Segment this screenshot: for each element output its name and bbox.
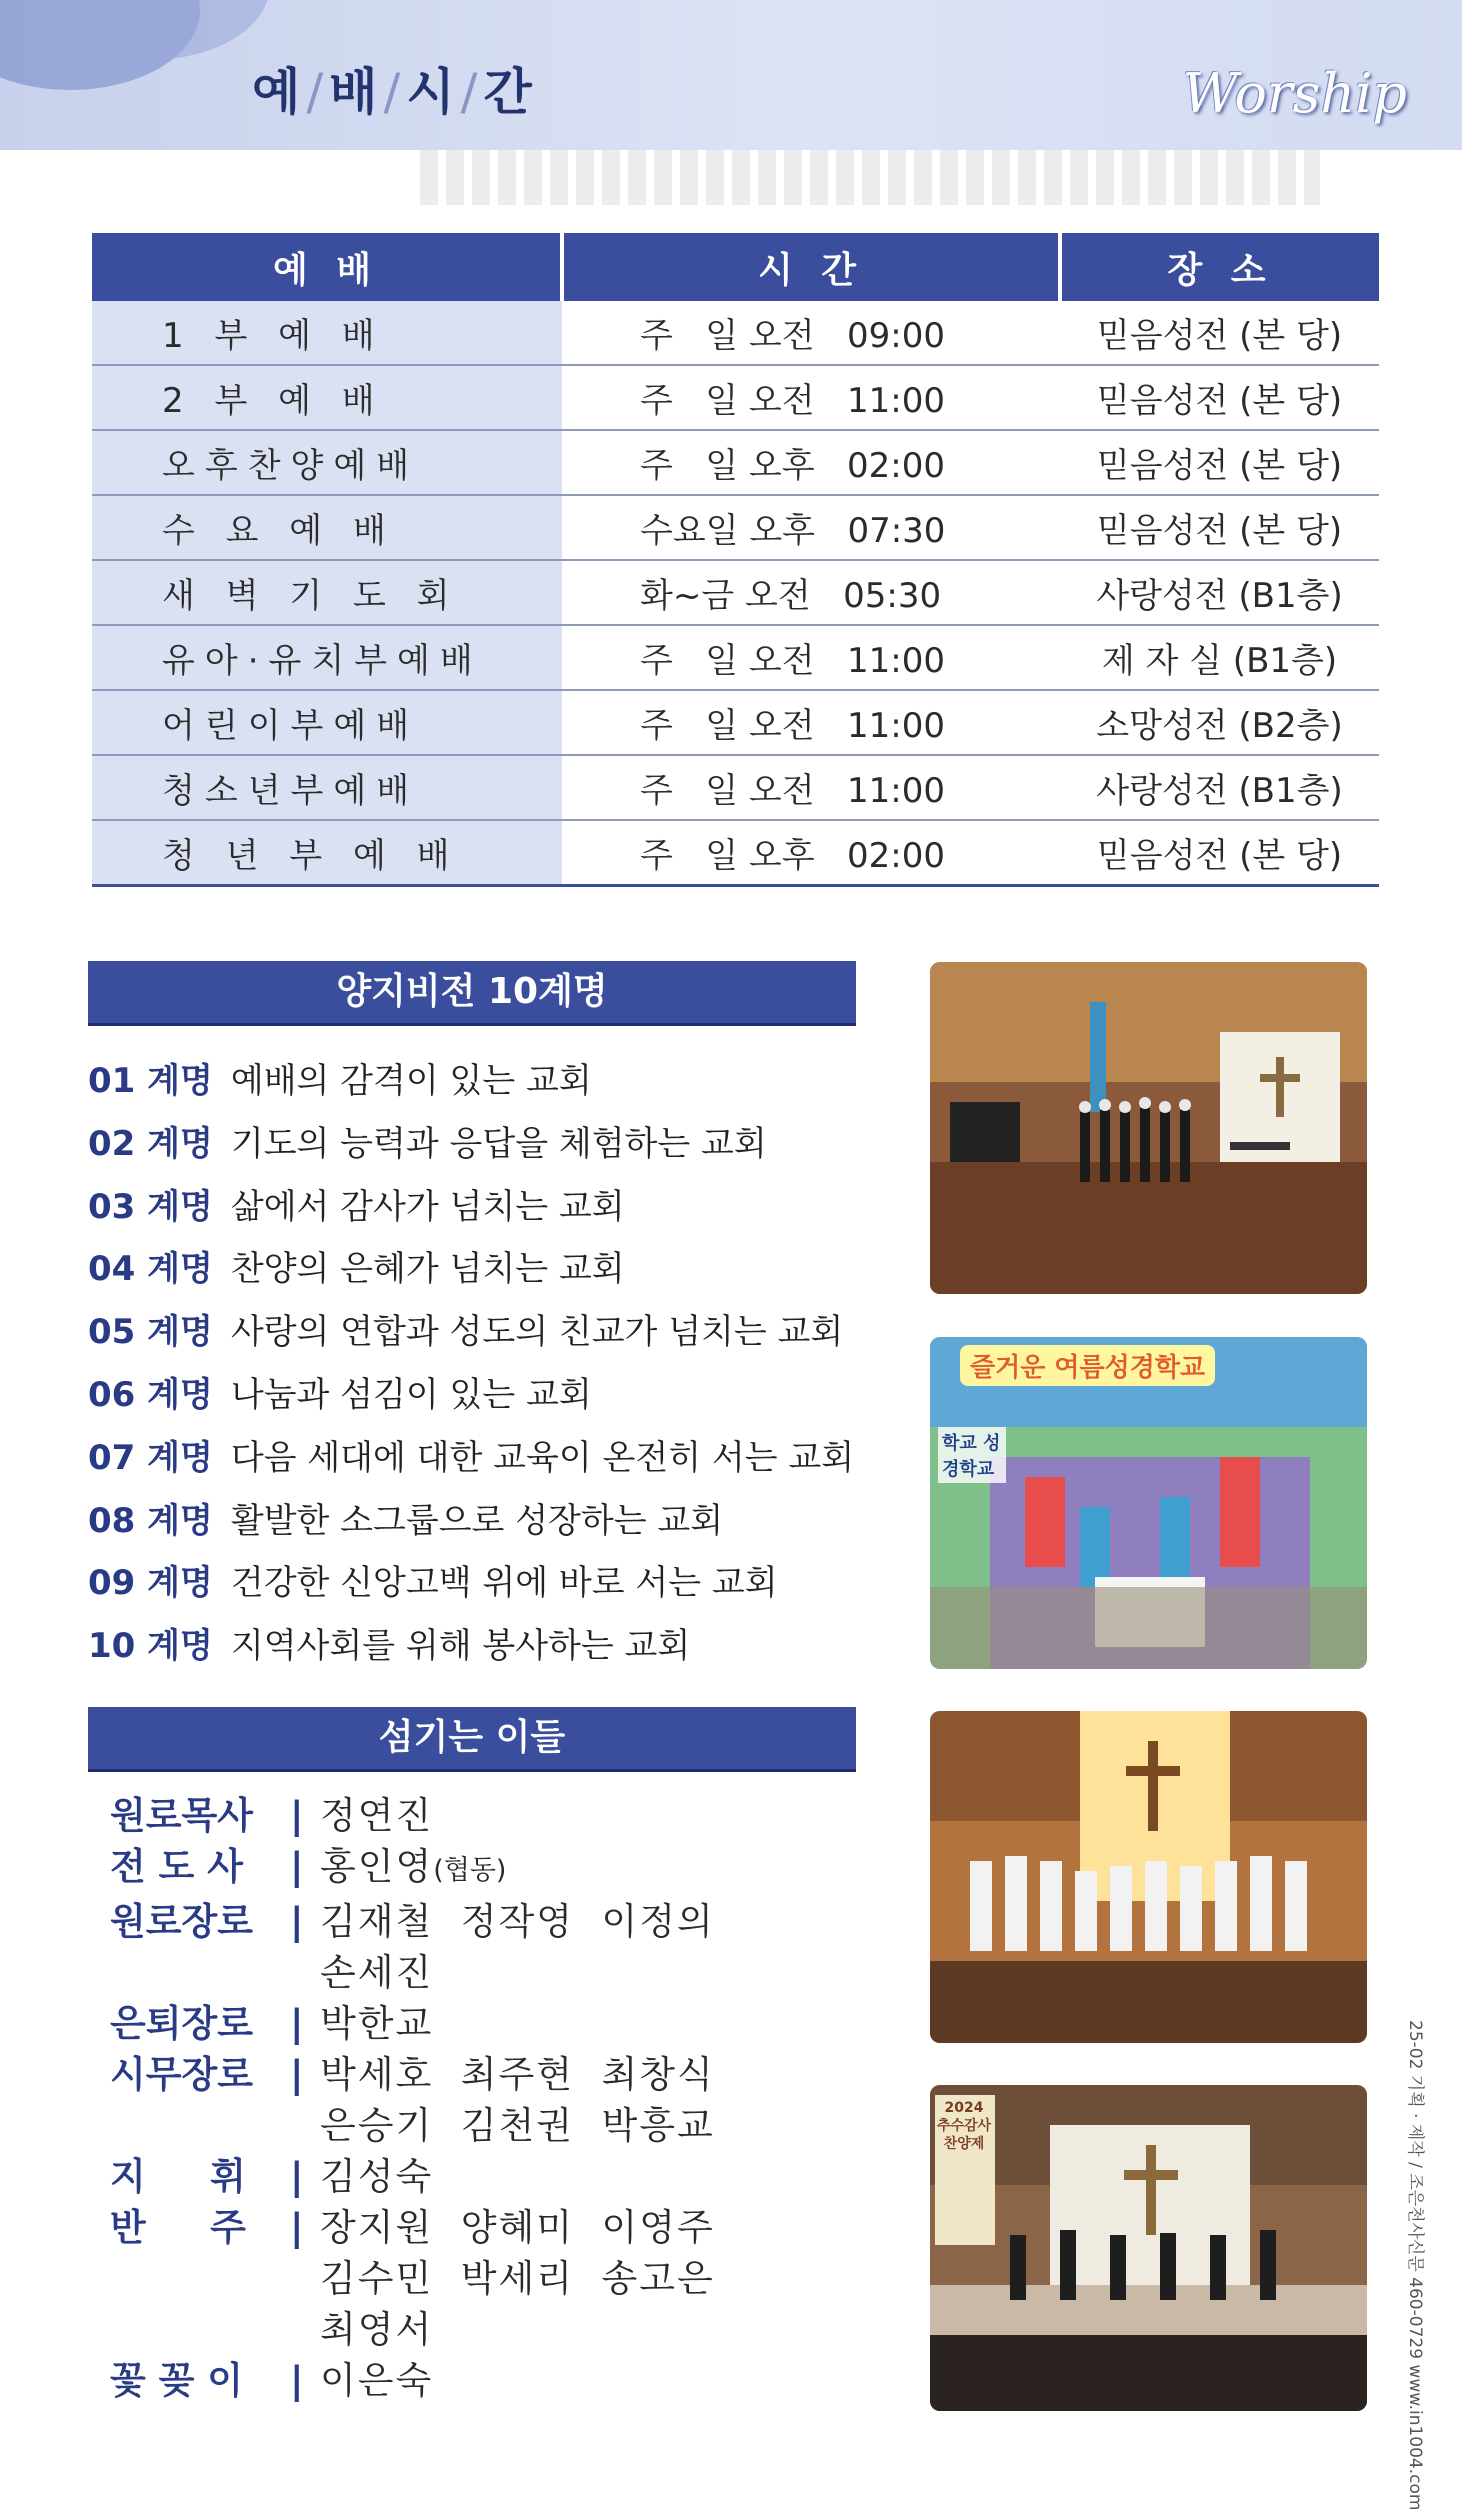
list-item: [88, 1238, 888, 1301]
banner-thanksgiving: 2024 추수감사 찬양제: [936, 2100, 992, 2152]
staff-names: 박세호 최주현 최창식: [320, 2053, 715, 2096]
table-row: [92, 365, 1379, 430]
vision-text: 활발한 소그룹으로 성장하는 교회: [230, 1500, 724, 1541]
staff-role: 꽃 꽂 이: [110, 2359, 243, 2402]
staff-row: [110, 2355, 870, 2406]
vision-text: 예배의 감격이 있는 교회: [230, 1061, 592, 1101]
vision-text: 다음 세대에 대한 교육이 온전히 서는 교회: [230, 1437, 855, 1478]
service-place: 사랑성전 (B1층): [1060, 560, 1379, 625]
vision-number: 10 계명: [88, 1626, 213, 1667]
staff-names: 김수민 박세리 송고은: [320, 2257, 715, 2300]
vision-section-title: 양지비전 10계명: [88, 961, 856, 1026]
service-time: 주 일 오전 11:00: [562, 625, 1060, 690]
vision-text: 찬양의 은혜가 넘치는 교회: [230, 1249, 625, 1290]
staff-names: 정연진: [320, 1794, 434, 1837]
list-item: [88, 1615, 888, 1678]
table-row: [92, 495, 1379, 560]
list-item: [88, 1050, 888, 1113]
vision-number: 04 계명: [88, 1249, 213, 1290]
staff-row-continued: [110, 2100, 870, 2151]
staff-list: [110, 1790, 870, 2406]
staff-row: [110, 1790, 870, 1841]
service-name: 1 부 예 배: [92, 301, 562, 365]
staff-row: [110, 1998, 870, 2049]
staff-row-continued: [110, 1947, 870, 1998]
list-item: [88, 1364, 888, 1427]
staff-row-continued: [110, 2253, 870, 2304]
vision-number: 06 계명: [88, 1374, 213, 1415]
staff-names: 손세진: [320, 1951, 434, 1994]
vision-number: 03 계명: [88, 1186, 213, 1227]
vision-number: 05 계명: [88, 1312, 213, 1353]
page-header: [0, 0, 1462, 150]
staff-note: (협동): [433, 1855, 507, 1886]
table-row: [92, 820, 1379, 886]
banner-summer-school: 즐거운 여름성경학교: [960, 1345, 1215, 1386]
service-name: 청소년부예배: [92, 755, 562, 820]
list-item: [88, 1427, 888, 1490]
staff-row: [110, 2049, 870, 2100]
service-name: 청 년 부 예 배: [92, 820, 562, 886]
service-name: 어린이부예배: [92, 690, 562, 755]
staff-row: [110, 1841, 870, 1896]
vision-number: 08 계명: [88, 1500, 213, 1541]
staff-row: [110, 2202, 870, 2253]
staff-name: 홍인영: [320, 1845, 434, 1888]
list-item: [88, 1490, 888, 1553]
vision-text: 삶에서 감사가 넘치는 교회: [230, 1186, 625, 1227]
service-time: 주 일 오전 09:00: [562, 301, 1060, 365]
staff-names: [320, 1841, 870, 1896]
staff-role: 원로장로: [110, 1900, 253, 1943]
table-header-row: [92, 233, 1379, 301]
list-item: [88, 1113, 888, 1176]
divider: |: [290, 1794, 304, 1837]
table-row: [92, 755, 1379, 820]
staff-row: [110, 2151, 870, 2202]
photo-thanksgiving-praise: [930, 2085, 1367, 2411]
divider: |: [290, 2155, 304, 2198]
vision-number: 07 계명: [88, 1437, 213, 1478]
vision-text: 지역사회를 위해 봉사하는 교회: [230, 1626, 691, 1667]
divider: |: [290, 1900, 304, 1943]
list-item: [88, 1552, 888, 1615]
vision-number: 01 계명: [88, 1061, 213, 1101]
service-place: 믿음성전 (본 당): [1060, 365, 1379, 430]
service-name: 유아·유치부예배: [92, 625, 562, 690]
divider: |: [290, 2206, 304, 2249]
divider: |: [290, 1845, 304, 1888]
service-time: 주 일 오전 11:00: [562, 690, 1060, 755]
table-row: [92, 301, 1379, 365]
vision-text: 사랑의 연합과 성도의 친교가 넘치는 교회: [230, 1312, 844, 1353]
table-row: [92, 625, 1379, 690]
service-place: 믿음성전 (본 당): [1060, 430, 1379, 495]
divider: |: [290, 2002, 304, 2045]
staff-names: 장지원 양혜미 이영주: [320, 2206, 715, 2249]
staff-role: 은퇴장로: [110, 2002, 253, 2045]
service-place: 제 자 실 (B1층): [1060, 625, 1379, 690]
staff-names: 김성숙: [320, 2155, 434, 2198]
vision-number: 02 계명: [88, 1123, 213, 1164]
service-place: 소망성전 (B2층): [1060, 690, 1379, 755]
col-header-time: 시 간: [562, 233, 1060, 301]
service-place: 믿음성전 (본 당): [1060, 820, 1379, 886]
table-row: [92, 690, 1379, 755]
staff-row-continued: [110, 2304, 870, 2355]
vision-list: [88, 1050, 888, 1678]
service-place: 사랑성전 (B1층): [1060, 755, 1379, 820]
service-name: 수 요 예 배: [92, 495, 562, 560]
page-title: 예/배/시/간: [252, 63, 536, 121]
service-place: 믿음성전 (본 당): [1060, 301, 1379, 365]
vision-text: 건강한 신앙고백 위에 바로 서는 교회: [230, 1563, 778, 1604]
staff-role: 전 도 사: [110, 1845, 243, 1888]
service-name: 오후찬양예배: [92, 430, 562, 495]
col-header-place: 장 소: [1060, 233, 1379, 301]
staff-role: 지 휘: [110, 2155, 246, 2198]
service-time: 수요일 오후 07:30: [562, 495, 1060, 560]
staff-names: 김재철 정작영 이정의: [320, 1900, 715, 1943]
staff-names: 이은숙: [320, 2359, 434, 2402]
vision-text: 기도의 능력과 응답을 체험하는 교회: [230, 1123, 767, 1164]
table-row: [92, 430, 1379, 495]
banner-bible-school: 학교 성경학교: [938, 1427, 1006, 1483]
staff-names: 박한교: [320, 2002, 434, 2045]
service-time: 화~금 오전 05:30: [562, 560, 1060, 625]
list-item: [88, 1176, 888, 1239]
col-header-service: 예 배: [92, 233, 562, 301]
worship-schedule-table: [92, 233, 1379, 887]
table-row: [92, 560, 1379, 625]
list-item: [88, 1301, 888, 1364]
vision-text: 나눔과 섬김이 있는 교회: [230, 1374, 592, 1415]
service-place: 믿음성전 (본 당): [1060, 495, 1379, 560]
staff-section-title: 섬기는 이들: [88, 1707, 856, 1772]
bleed-through-text: [420, 150, 1320, 205]
staff-role: 원로목사: [110, 1794, 253, 1837]
divider: |: [290, 2359, 304, 2402]
service-name: 새 벽 기 도 회: [92, 560, 562, 625]
staff-role: 반 주: [110, 2206, 246, 2249]
service-time: 주 일 오후 02:00: [562, 820, 1060, 886]
staff-row: [110, 1896, 870, 1947]
worship-subtitle: Worship: [1182, 62, 1407, 125]
staff-role: 시무장로: [110, 2053, 253, 2096]
service-time: 주 일 오전 11:00: [562, 755, 1060, 820]
service-name: 2 부 예 배: [92, 365, 562, 430]
service-time: 주 일 오후 02:00: [562, 430, 1060, 495]
service-time: 주 일 오전 11:00: [562, 365, 1060, 430]
divider: |: [290, 2053, 304, 2096]
vision-number: 09 계명: [88, 1563, 213, 1604]
photo-choir-performance: [930, 1711, 1367, 2043]
photo-choir-sanctuary: [930, 962, 1367, 1294]
staff-names: 최영서: [320, 2308, 434, 2351]
photo-summer-bible-school: [930, 1337, 1367, 1669]
staff-names: 은승기 김천권 박흥교: [320, 2104, 715, 2147]
side-credit-note: 25-02 기획 · 제작 / 조은천사신문 460-0729 www.in1004.com: [1405, 2020, 1425, 2510]
